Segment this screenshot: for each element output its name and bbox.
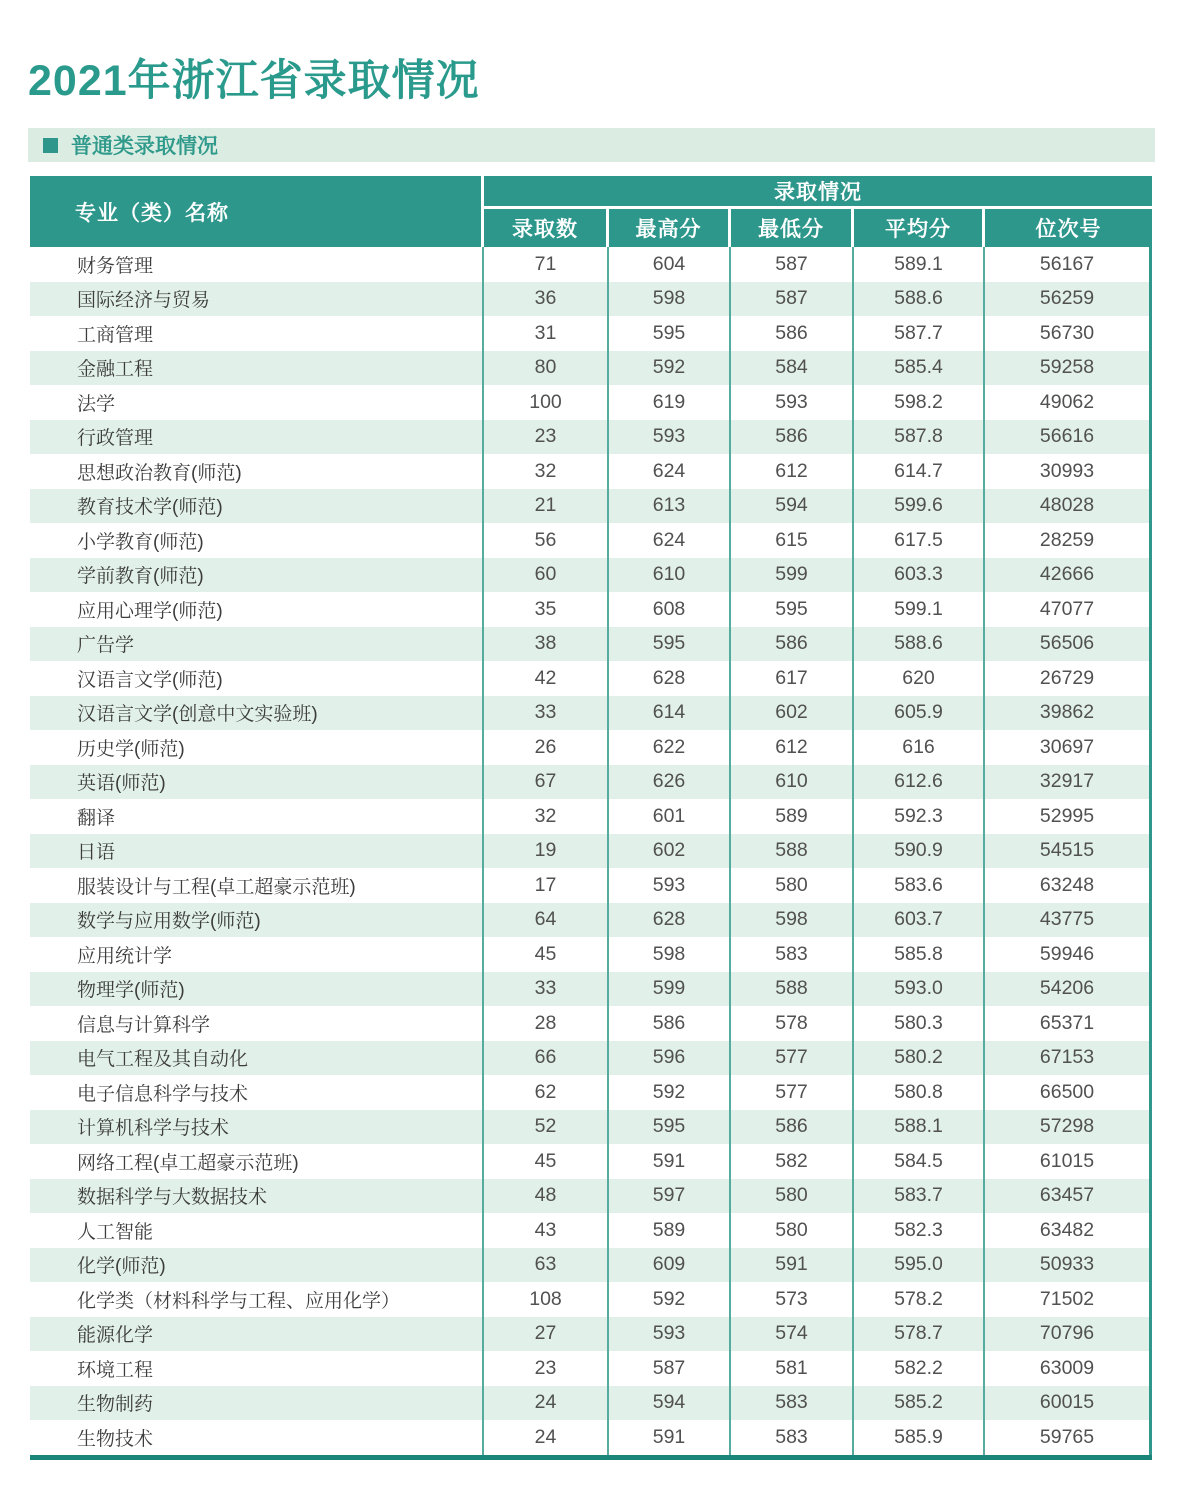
rank-number-cell: 28259 — [985, 523, 1152, 558]
min-score-cell: 586 — [731, 420, 854, 455]
max-score-cell: 602 — [609, 834, 731, 869]
admit-count-cell: 27 — [484, 1317, 609, 1352]
admit-count-cell: 17 — [484, 868, 609, 903]
table-row — [30, 1317, 1152, 1352]
max-score-cell: 587 — [609, 1351, 731, 1386]
max-score-cell: 613 — [609, 489, 731, 524]
rank-number-cell: 54515 — [985, 834, 1152, 869]
avg-score-cell: 583.6 — [854, 868, 985, 903]
table-row — [30, 454, 1152, 489]
table-row — [30, 903, 1152, 938]
max-score-cell: 595 — [609, 1110, 731, 1145]
major-name-cell: 数据科学与大数据技术 — [30, 1179, 484, 1214]
min-score-cell: 617 — [731, 661, 854, 696]
min-score-cell: 577 — [731, 1075, 854, 1110]
min-score-cell: 578 — [731, 1006, 854, 1041]
major-name-cell: 电气工程及其自动化 — [30, 1041, 484, 1076]
table-row — [30, 1041, 1152, 1076]
table-row — [30, 1075, 1152, 1110]
admit-count-cell: 23 — [484, 1351, 609, 1386]
avg-score-cell: 584.5 — [854, 1144, 985, 1179]
avg-score-cell: 580.2 — [854, 1041, 985, 1076]
rank-number-cell: 56616 — [985, 420, 1152, 455]
column-header-major-name: 专业（类）名称 — [30, 176, 484, 247]
rank-number-cell: 30697 — [985, 730, 1152, 765]
avg-score-cell: 587.8 — [854, 420, 985, 455]
admit-count-cell: 60 — [484, 558, 609, 593]
table-row — [30, 420, 1152, 455]
min-score-cell: 587 — [731, 282, 854, 317]
column-header-min-score: 最低分 — [731, 209, 854, 247]
admit-count-cell: 33 — [484, 696, 609, 731]
major-name-cell: 小学教育(师范) — [30, 523, 484, 558]
rank-number-cell: 42666 — [985, 558, 1152, 593]
min-score-cell: 588 — [731, 834, 854, 869]
rank-number-cell: 66500 — [985, 1075, 1152, 1110]
min-score-cell: 598 — [731, 903, 854, 938]
rank-number-cell: 56730 — [985, 316, 1152, 351]
max-score-cell: 628 — [609, 661, 731, 696]
admit-count-cell: 28 — [484, 1006, 609, 1041]
table-row — [30, 351, 1152, 386]
admit-count-cell: 52 — [484, 1110, 609, 1145]
major-name-cell: 人工智能 — [30, 1213, 484, 1248]
avg-score-cell: 598.2 — [854, 385, 985, 420]
admit-count-cell: 32 — [484, 454, 609, 489]
avg-score-cell: 605.9 — [854, 696, 985, 731]
table-row — [30, 765, 1152, 800]
min-score-cell: 577 — [731, 1041, 854, 1076]
major-name-cell: 金融工程 — [30, 351, 484, 386]
admit-count-cell: 67 — [484, 765, 609, 800]
min-score-cell: 593 — [731, 385, 854, 420]
table-row — [30, 1282, 1152, 1317]
major-name-cell: 网络工程(卓工超豪示范班) — [30, 1144, 484, 1179]
min-score-cell: 591 — [731, 1248, 854, 1283]
major-name-cell: 日语 — [30, 834, 484, 869]
avg-score-cell: 585.4 — [854, 351, 985, 386]
major-name-cell: 历史学(师范) — [30, 730, 484, 765]
rank-number-cell: 71502 — [985, 1282, 1152, 1317]
major-name-cell: 化学类（材料科学与工程、应用化学） — [30, 1282, 484, 1317]
max-score-cell: 624 — [609, 523, 731, 558]
major-name-cell: 法学 — [30, 385, 484, 420]
admit-count-cell: 62 — [484, 1075, 609, 1110]
table-row — [30, 661, 1152, 696]
table-row — [30, 627, 1152, 662]
table-row — [30, 868, 1152, 903]
table-row — [30, 1351, 1152, 1386]
admit-count-cell: 23 — [484, 420, 609, 455]
avg-score-cell: 599.6 — [854, 489, 985, 524]
avg-score-cell: 603.3 — [854, 558, 985, 593]
major-name-cell: 服装设计与工程(卓工超豪示范班) — [30, 868, 484, 903]
min-score-cell: 586 — [731, 1110, 854, 1145]
max-score-cell: 604 — [609, 247, 731, 282]
max-score-cell: 591 — [609, 1144, 731, 1179]
major-name-cell: 能源化学 — [30, 1317, 484, 1352]
avg-score-cell: 588.6 — [854, 627, 985, 662]
min-score-cell: 602 — [731, 696, 854, 731]
table-row — [30, 592, 1152, 627]
max-score-cell: 628 — [609, 903, 731, 938]
admit-count-cell: 45 — [484, 1144, 609, 1179]
max-score-cell: 591 — [609, 1420, 731, 1455]
rank-number-cell: 63482 — [985, 1213, 1152, 1248]
max-score-cell: 589 — [609, 1213, 731, 1248]
max-score-cell: 608 — [609, 592, 731, 627]
admit-count-cell: 45 — [484, 937, 609, 972]
admit-count-cell: 42 — [484, 661, 609, 696]
major-name-cell: 行政管理 — [30, 420, 484, 455]
max-score-cell: 598 — [609, 282, 731, 317]
table-row — [30, 1006, 1152, 1041]
min-score-cell: 586 — [731, 316, 854, 351]
min-score-cell: 580 — [731, 1213, 854, 1248]
avg-score-cell: 603.7 — [854, 903, 985, 938]
rank-number-cell: 60015 — [985, 1386, 1152, 1421]
max-score-cell: 614 — [609, 696, 731, 731]
max-score-cell: 594 — [609, 1386, 731, 1421]
max-score-cell: 593 — [609, 1317, 731, 1352]
max-score-cell: 599 — [609, 972, 731, 1007]
table-row — [30, 282, 1152, 317]
max-score-cell: 624 — [609, 454, 731, 489]
admit-count-cell: 48 — [484, 1179, 609, 1214]
rank-number-cell: 67153 — [985, 1041, 1152, 1076]
rank-number-cell: 61015 — [985, 1144, 1152, 1179]
rank-number-cell: 56259 — [985, 282, 1152, 317]
max-score-cell: 592 — [609, 1282, 731, 1317]
table-row — [30, 730, 1152, 765]
admit-count-cell: 19 — [484, 834, 609, 869]
major-name-cell: 英语(师范) — [30, 765, 484, 800]
max-score-cell: 586 — [609, 1006, 731, 1041]
admit-count-cell: 80 — [484, 351, 609, 386]
section-header-band — [28, 128, 1155, 162]
admit-count-cell: 21 — [484, 489, 609, 524]
avg-score-cell: 589.1 — [854, 247, 985, 282]
admit-count-cell: 100 — [484, 385, 609, 420]
min-score-cell: 612 — [731, 730, 854, 765]
table-row — [30, 1179, 1152, 1214]
admissions-data-table — [30, 176, 1152, 1455]
major-name-cell: 翻译 — [30, 799, 484, 834]
admit-count-cell: 24 — [484, 1420, 609, 1455]
major-name-cell: 思想政治教育(师范) — [30, 454, 484, 489]
admit-count-cell: 64 — [484, 903, 609, 938]
rank-number-cell: 32917 — [985, 765, 1152, 800]
min-score-cell: 583 — [731, 1420, 854, 1455]
table-row — [30, 1248, 1152, 1283]
admit-count-cell: 26 — [484, 730, 609, 765]
rank-number-cell: 57298 — [985, 1110, 1152, 1145]
admit-count-cell: 66 — [484, 1041, 609, 1076]
admit-count-cell: 63 — [484, 1248, 609, 1283]
rank-number-cell: 56167 — [985, 247, 1152, 282]
max-score-cell: 601 — [609, 799, 731, 834]
page-title: 2021年浙江省录取情况 — [28, 57, 480, 105]
min-score-cell: 594 — [731, 489, 854, 524]
max-score-cell: 595 — [609, 627, 731, 662]
avg-score-cell: 612.6 — [854, 765, 985, 800]
max-score-cell: 622 — [609, 730, 731, 765]
major-name-cell: 信息与计算科学 — [30, 1006, 484, 1041]
avg-score-cell: 620 — [854, 661, 985, 696]
avg-score-cell: 617.5 — [854, 523, 985, 558]
admit-count-cell: 38 — [484, 627, 609, 662]
max-score-cell: 592 — [609, 351, 731, 386]
table-body — [30, 247, 1152, 1455]
admit-count-cell: 43 — [484, 1213, 609, 1248]
major-name-cell: 计算机科学与技术 — [30, 1110, 484, 1145]
table-row — [30, 1213, 1152, 1248]
min-score-cell: 583 — [731, 937, 854, 972]
table-row — [30, 799, 1152, 834]
rank-number-cell: 54206 — [985, 972, 1152, 1007]
rank-number-cell: 63457 — [985, 1179, 1152, 1214]
min-score-cell: 583 — [731, 1386, 854, 1421]
table-row — [30, 489, 1152, 524]
admit-count-cell: 33 — [484, 972, 609, 1007]
max-score-cell: 597 — [609, 1179, 731, 1214]
rank-number-cell: 43775 — [985, 903, 1152, 938]
min-score-cell: 574 — [731, 1317, 854, 1352]
admit-count-cell: 32 — [484, 799, 609, 834]
major-name-cell: 工商管理 — [30, 316, 484, 351]
min-score-cell: 589 — [731, 799, 854, 834]
admit-count-cell: 36 — [484, 282, 609, 317]
major-name-cell: 数学与应用数学(师范) — [30, 903, 484, 938]
max-score-cell: 593 — [609, 420, 731, 455]
avg-score-cell: 595.0 — [854, 1248, 985, 1283]
max-score-cell: 595 — [609, 316, 731, 351]
max-score-cell: 593 — [609, 868, 731, 903]
rank-number-cell: 50933 — [985, 1248, 1152, 1283]
rank-number-cell: 48028 — [985, 489, 1152, 524]
rank-number-cell: 59258 — [985, 351, 1152, 386]
table-row — [30, 696, 1152, 731]
avg-score-cell: 580.8 — [854, 1075, 985, 1110]
square-bullet-icon — [43, 138, 58, 153]
column-group-header-admission: 录取情况 — [484, 176, 1152, 209]
rank-number-cell: 59765 — [985, 1420, 1152, 1455]
major-name-cell: 化学(师范) — [30, 1248, 484, 1283]
avg-score-cell: 616 — [854, 730, 985, 765]
table-row — [30, 834, 1152, 869]
avg-score-cell: 585.8 — [854, 937, 985, 972]
rank-number-cell: 39862 — [985, 696, 1152, 731]
major-name-cell: 广告学 — [30, 627, 484, 662]
table-row — [30, 972, 1152, 1007]
admit-count-cell: 108 — [484, 1282, 609, 1317]
rank-number-cell: 59946 — [985, 937, 1152, 972]
rank-number-cell: 26729 — [985, 661, 1152, 696]
max-score-cell: 598 — [609, 937, 731, 972]
avg-score-cell: 592.3 — [854, 799, 985, 834]
max-score-cell: 626 — [609, 765, 731, 800]
max-score-cell: 609 — [609, 1248, 731, 1283]
avg-score-cell: 585.2 — [854, 1386, 985, 1421]
avg-score-cell: 580.3 — [854, 1006, 985, 1041]
max-score-cell: 596 — [609, 1041, 731, 1076]
major-name-cell: 教育技术学(师范) — [30, 489, 484, 524]
admit-count-cell: 71 — [484, 247, 609, 282]
max-score-cell: 610 — [609, 558, 731, 593]
max-score-cell: 619 — [609, 385, 731, 420]
min-score-cell: 595 — [731, 592, 854, 627]
table-row — [30, 1144, 1152, 1179]
table-row — [30, 247, 1152, 282]
table-row — [30, 937, 1152, 972]
table-row — [30, 523, 1152, 558]
major-name-cell: 汉语言文学(师范) — [30, 661, 484, 696]
rank-number-cell: 30993 — [985, 454, 1152, 489]
major-name-cell: 学前教育(师范) — [30, 558, 484, 593]
min-score-cell: 588 — [731, 972, 854, 1007]
avg-score-cell: 599.1 — [854, 592, 985, 627]
avg-score-cell: 588.1 — [854, 1110, 985, 1145]
avg-score-cell: 585.9 — [854, 1420, 985, 1455]
avg-score-cell: 578.2 — [854, 1282, 985, 1317]
major-name-cell: 生物技术 — [30, 1420, 484, 1455]
min-score-cell: 582 — [731, 1144, 854, 1179]
major-name-cell: 电子信息科学与技术 — [30, 1075, 484, 1110]
rank-number-cell: 52995 — [985, 799, 1152, 834]
rank-number-cell: 63009 — [985, 1351, 1152, 1386]
major-name-cell: 财务管理 — [30, 247, 484, 282]
admissions-table — [30, 176, 1152, 1460]
min-score-cell: 587 — [731, 247, 854, 282]
admit-count-cell: 31 — [484, 316, 609, 351]
avg-score-cell: 590.9 — [854, 834, 985, 869]
rank-number-cell: 56506 — [985, 627, 1152, 662]
column-header-rank-number: 位次号 — [985, 209, 1152, 247]
min-score-cell: 581 — [731, 1351, 854, 1386]
table-row — [30, 1420, 1152, 1455]
table-row — [30, 316, 1152, 351]
rank-number-cell: 70796 — [985, 1317, 1152, 1352]
min-score-cell: 586 — [731, 627, 854, 662]
rank-number-cell: 63248 — [985, 868, 1152, 903]
rank-number-cell: 47077 — [985, 592, 1152, 627]
avg-score-cell: 593.0 — [854, 972, 985, 1007]
major-name-cell: 国际经济与贸易 — [30, 282, 484, 317]
max-score-cell: 592 — [609, 1075, 731, 1110]
rank-number-cell: 49062 — [985, 385, 1152, 420]
admit-count-cell: 56 — [484, 523, 609, 558]
major-name-cell: 应用统计学 — [30, 937, 484, 972]
major-name-cell: 物理学(师范) — [30, 972, 484, 1007]
min-score-cell: 610 — [731, 765, 854, 800]
min-score-cell: 599 — [731, 558, 854, 593]
admit-count-cell: 24 — [484, 1386, 609, 1421]
major-name-cell: 生物制药 — [30, 1386, 484, 1421]
major-name-cell: 环境工程 — [30, 1351, 484, 1386]
min-score-cell: 580 — [731, 1179, 854, 1214]
min-score-cell: 612 — [731, 454, 854, 489]
column-header-max-score: 最高分 — [609, 209, 731, 247]
major-name-cell: 汉语言文学(创意中文实验班) — [30, 696, 484, 731]
avg-score-cell: 582.2 — [854, 1351, 985, 1386]
table-row — [30, 385, 1152, 420]
avg-score-cell: 588.6 — [854, 282, 985, 317]
min-score-cell: 580 — [731, 868, 854, 903]
avg-score-cell: 614.7 — [854, 454, 985, 489]
column-header-admit-count: 录取数 — [484, 209, 609, 247]
table-row — [30, 1110, 1152, 1145]
column-header-avg-score: 平均分 — [854, 209, 985, 247]
min-score-cell: 584 — [731, 351, 854, 386]
section-header-label: 普通类录取情况 — [71, 135, 218, 158]
avg-score-cell: 587.7 — [854, 316, 985, 351]
avg-score-cell: 583.7 — [854, 1179, 985, 1214]
table-header — [30, 176, 1152, 247]
admit-count-cell: 35 — [484, 592, 609, 627]
min-score-cell: 615 — [731, 523, 854, 558]
min-score-cell: 573 — [731, 1282, 854, 1317]
avg-score-cell: 578.7 — [854, 1317, 985, 1352]
rank-number-cell: 65371 — [985, 1006, 1152, 1041]
table-row — [30, 558, 1152, 593]
major-name-cell: 应用心理学(师范) — [30, 592, 484, 627]
avg-score-cell: 582.3 — [854, 1213, 985, 1248]
table-row — [30, 1386, 1152, 1421]
